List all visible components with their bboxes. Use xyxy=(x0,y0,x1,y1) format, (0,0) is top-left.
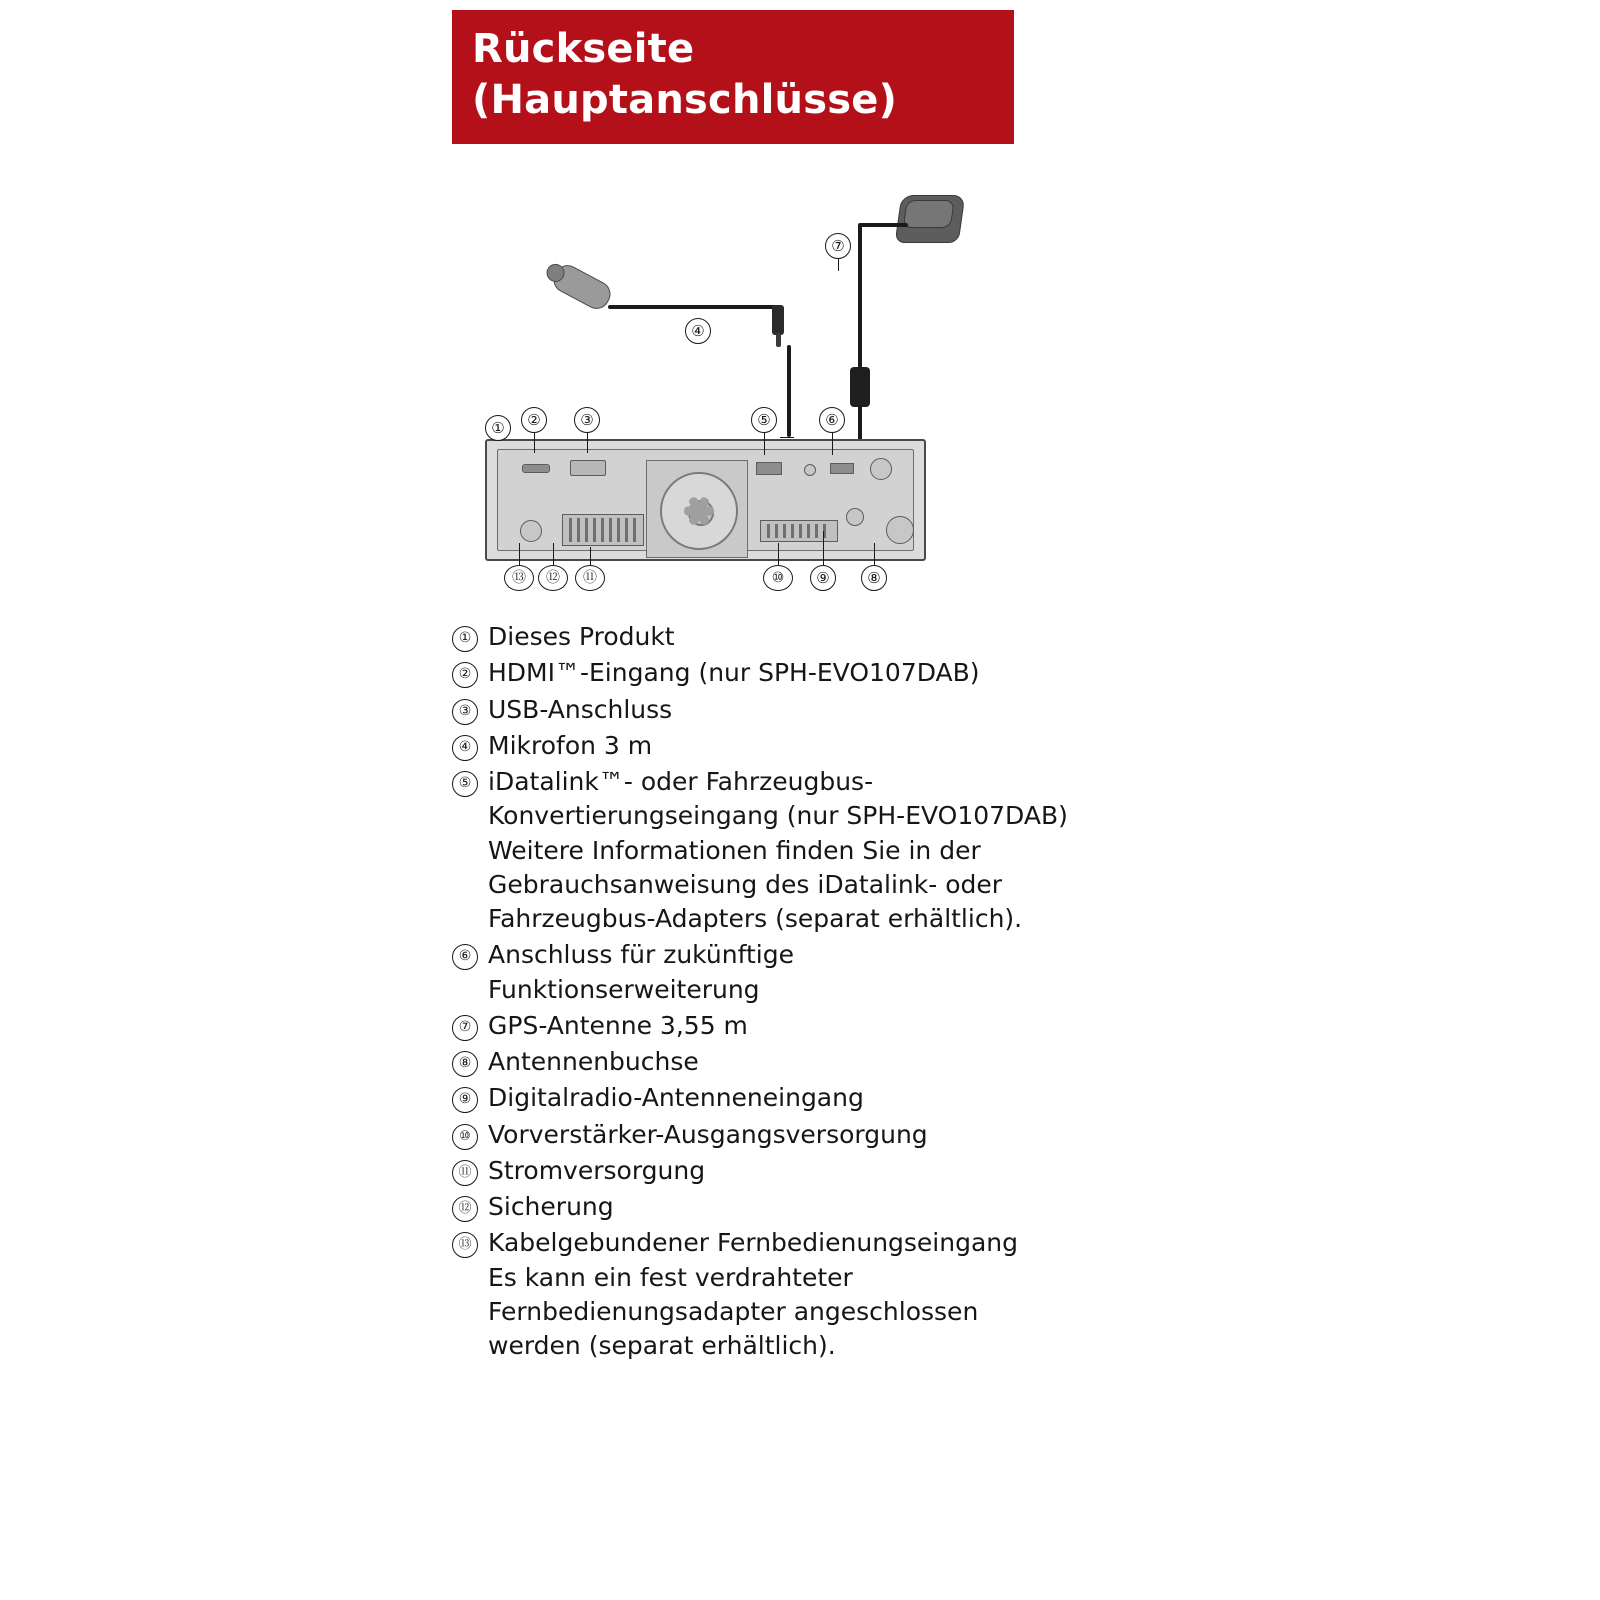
gps-cable-vertical xyxy=(858,223,862,368)
connector-pin xyxy=(783,524,786,538)
microphone-head-icon xyxy=(549,261,615,314)
usb-port xyxy=(570,460,606,476)
power-supply-connector xyxy=(562,514,644,546)
rear-panel-diagram xyxy=(440,175,1040,620)
list-item xyxy=(452,765,1072,936)
legend-label-main: iDatalink™- oder Fahrzeugbus-Konvertierungseingang (nur SPH-EVO107DAB) xyxy=(488,767,1068,831)
microphone-input-jack xyxy=(804,464,816,476)
legend-label: HDMI™-Eingang (nur SPH-EVO107DAB) xyxy=(488,658,980,688)
legend-number: ① xyxy=(452,626,478,652)
callout-13: ⑬ xyxy=(504,565,534,591)
list-item xyxy=(452,729,1072,763)
connector-pin xyxy=(625,518,628,542)
page-title-line-1: Rückseite xyxy=(472,26,695,72)
callout-9: ⑨ xyxy=(810,565,836,591)
callout-5: ⑤ xyxy=(751,407,777,433)
idatalink-input-port xyxy=(756,462,782,475)
callout-2: ② xyxy=(521,407,547,433)
gps-cable-ferrite-icon xyxy=(850,367,870,407)
legend-number: ⑥ xyxy=(452,944,478,970)
microphone-cap-icon xyxy=(543,261,567,285)
callout-8-leader xyxy=(874,543,875,565)
head-unit-rear-body xyxy=(485,439,926,561)
gps-antenna-input-jack xyxy=(870,458,892,480)
microphone-plug-icon xyxy=(772,305,784,335)
callout-12-leader xyxy=(553,543,554,565)
cooling-fan-housing-icon xyxy=(646,460,748,558)
gps-cable-horizontal xyxy=(860,223,908,227)
microphone-cable xyxy=(608,305,776,309)
legend-number: ⑦ xyxy=(452,1015,478,1041)
list-item xyxy=(452,1226,1072,1363)
callout-3: ③ xyxy=(574,407,600,433)
legend-number: ⑧ xyxy=(452,1051,478,1077)
legend-label: Mikrofon 3 m xyxy=(488,730,653,760)
callout-1: ① xyxy=(485,415,511,441)
legend-label: Sicherung xyxy=(488,1192,614,1221)
page-title-banner xyxy=(452,10,1014,144)
legend-number: ⑤ xyxy=(452,771,478,797)
callout-6: ⑥ xyxy=(819,407,845,433)
head-unit-rear-inner-panel xyxy=(497,449,914,551)
legend-label: Stromversorgung xyxy=(488,1155,706,1185)
connector-pin xyxy=(775,524,778,538)
list-item xyxy=(452,1045,1072,1079)
callout-7-leader xyxy=(838,257,839,271)
list-item xyxy=(452,620,1072,654)
connector-pin xyxy=(601,518,604,542)
callout-3-leader xyxy=(587,433,588,453)
list-item xyxy=(452,656,1072,690)
list-item xyxy=(452,1009,1072,1043)
legend-number: ④ xyxy=(452,735,478,761)
legend-label: USB-Anschluss xyxy=(488,694,673,724)
connector-pin xyxy=(617,518,620,542)
legend-number: ⑪ xyxy=(452,1160,478,1186)
legend-label: Antennenbuchse xyxy=(488,1047,699,1076)
connector-pin xyxy=(807,524,810,538)
gps-antenna-puck-icon xyxy=(895,195,966,243)
legend-number: ⑩ xyxy=(452,1124,478,1150)
connector-pin xyxy=(799,524,802,538)
legend-number: ⑨ xyxy=(452,1087,478,1113)
legend-label: Vorverstärker-Ausgangsversorgung xyxy=(488,1119,928,1149)
microphone-plug-leader xyxy=(787,345,791,437)
page-title-line-2: (Hauptanschlüsse) xyxy=(472,77,898,124)
future-expansion-port xyxy=(830,463,854,474)
connector-pin xyxy=(569,518,572,542)
legend-label-note: Es kann ein fest verdrahteter Fernbedienungsadapter angeschlossen werden (separat erhältlich). xyxy=(488,1262,979,1360)
callout-12: ⑫ xyxy=(538,565,568,591)
connector-pin xyxy=(815,524,818,538)
connector-pin xyxy=(633,518,636,542)
connector-pin xyxy=(593,518,596,542)
list-item xyxy=(452,693,1072,727)
callout-10-leader xyxy=(778,543,779,565)
list-item xyxy=(452,1190,1072,1224)
callout-4: ④ xyxy=(685,318,711,344)
legend-label: GPS-Antenne 3,55 m xyxy=(488,1010,748,1040)
callout-11: ⑪ xyxy=(575,565,605,591)
connector-pin xyxy=(609,518,612,542)
callout-7: ⑦ xyxy=(825,233,851,259)
callout-11-leader xyxy=(590,547,591,565)
digital-radio-antenna-input xyxy=(846,508,864,526)
cooling-fan-circle-icon xyxy=(660,472,738,550)
legend-label: Digitalradio-Antenneneingang xyxy=(488,1083,864,1113)
legend-label xyxy=(488,765,1072,936)
legend-number: ③ xyxy=(452,699,478,725)
legend-number: ⑫ xyxy=(452,1196,478,1222)
legend-label xyxy=(488,1226,1072,1363)
preout-power-connector xyxy=(760,520,838,542)
list-item xyxy=(452,1081,1072,1115)
callout-5-leader xyxy=(764,433,765,455)
legend-label: Dieses Produkt xyxy=(488,622,675,651)
callout-8: ⑧ xyxy=(861,565,887,591)
callout-2-leader xyxy=(534,433,535,453)
callout-6-leader xyxy=(832,433,833,455)
legend-label-note: Weitere Informationen finden Sie in der Gebrauchsanweisung des iDatalink- oder Fahrzeugbus-Adapters (separat erhältlich). xyxy=(488,835,1023,933)
callout-9-leader xyxy=(823,531,824,565)
legend-label-main: Kabelgebundener Fernbedienungseingang xyxy=(488,1228,1019,1258)
list-item xyxy=(452,938,1072,1007)
list-item xyxy=(452,1118,1072,1152)
antenna-socket xyxy=(886,516,914,544)
connector-pin xyxy=(791,524,794,538)
wired-remote-input-jack xyxy=(520,520,542,542)
legend-list xyxy=(452,620,1072,1365)
legend-label: Anschluss für zukünftige Funktionserweiterung xyxy=(488,940,794,1004)
legend-number: ② xyxy=(452,662,478,688)
list-item xyxy=(452,1154,1072,1188)
callout-13-leader xyxy=(519,543,520,565)
connector-pin xyxy=(585,518,588,542)
callout-10: ⑩ xyxy=(763,565,793,591)
legend-number: ⑬ xyxy=(452,1232,478,1258)
connector-pin xyxy=(767,524,770,538)
hdmi-input-port xyxy=(522,464,550,473)
connector-pin xyxy=(577,518,580,542)
gps-antenna-puck-top-icon xyxy=(903,200,955,228)
